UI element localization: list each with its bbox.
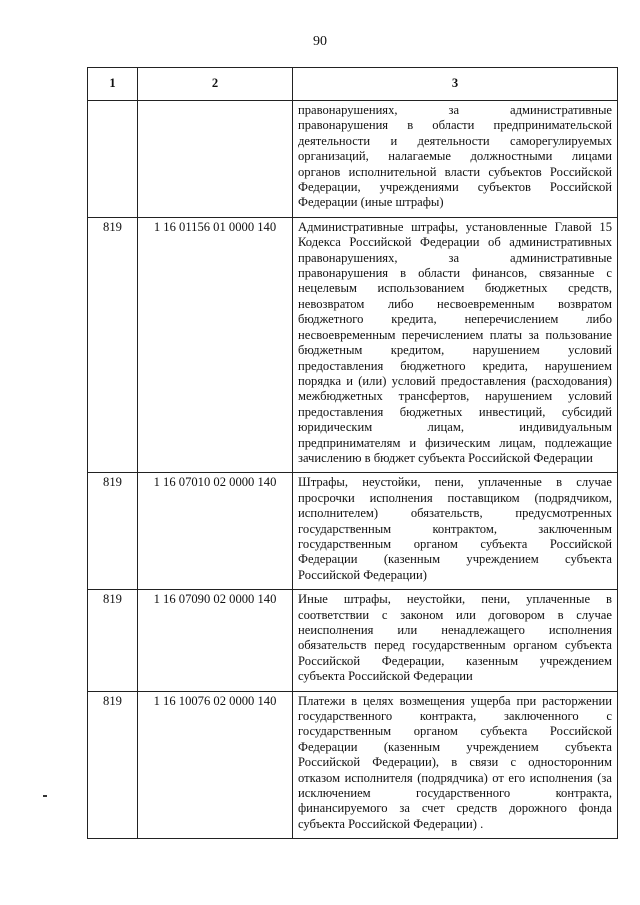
description-line: предоставления бюджетных инвестиций, субсидий <box>298 404 612 419</box>
table-row <box>88 473 618 590</box>
kbk-table <box>87 67 618 839</box>
description-line: правонарушения в области финансов, связанные с <box>298 266 612 281</box>
table-row <box>88 691 618 839</box>
budget-code-cell <box>138 101 293 218</box>
table-body <box>88 101 618 839</box>
admin-code-cell: 819 <box>88 691 138 839</box>
description-line: государственным органом субъекта Российской <box>298 724 612 739</box>
description-line: обязательств перед государственным органом субъекта <box>298 638 612 653</box>
admin-code-cell: 819 <box>88 590 138 691</box>
description-line: Иные штрафы, неустойки, пени, уплаченные в <box>298 592 612 607</box>
description-line: бюджетным кредитом, нарушением условий <box>298 343 612 358</box>
description-line: нецелевым использованием бюджетных средств, <box>298 281 612 296</box>
column-header-2: 2 <box>138 68 293 101</box>
description-line: правонарушениях, за административные <box>298 250 612 265</box>
description-line: неисполнения или ненадлежащего исполнения <box>298 623 612 637</box>
description-cell <box>293 691 618 839</box>
description-line: Федерации (казенным учреждением субъекта <box>298 739 612 754</box>
description-line: Федерации (казенным учреждением субъекта <box>298 552 612 567</box>
description-cell <box>293 101 618 218</box>
description-line: несвоевременным перечислением платы за пользование <box>298 327 612 342</box>
description-line: межбюджетных трансфертов, нарушением условий <box>298 389 612 404</box>
description-line: предпринимателям и физическим лицам, подлежащие <box>298 435 612 450</box>
description-line: органов исполнительной власти субъектов Российской <box>298 164 612 179</box>
column-header-1: 1 <box>88 68 138 101</box>
table-row <box>88 217 618 473</box>
description-line: субъекта Российской Федерации) . <box>298 816 484 831</box>
description-line: государственным контрактом, заключенным <box>298 521 612 536</box>
description-line: просрочки исполнения поставщиком (подрядчиком, <box>298 490 612 505</box>
budget-code-cell: 1 16 07010 02 0000 140 <box>138 473 293 590</box>
description-line: Российской Федерации) <box>298 567 427 582</box>
description-line: субъекта Российской Федерации <box>298 669 473 684</box>
description-line: государственным органом субъекта Российской <box>298 536 612 551</box>
description-line: Кодекса Российской Федерации об административных <box>298 235 612 250</box>
budget-code-cell: 1 16 10076 02 0000 140 <box>138 691 293 839</box>
budget-code-cell: 1 16 01156 01 0000 140 <box>138 217 293 473</box>
description-line: Административные штрафы, установленные Главой 15 <box>298 219 612 234</box>
description-line: исключением государственного контракта, <box>298 786 612 801</box>
description-line: бюджетного кредита, неперечислением либо <box>298 312 612 327</box>
description-cell <box>293 590 618 691</box>
description-line: исполнителем) обязательств, предусмотренных <box>298 506 612 521</box>
admin-code-cell: 819 <box>88 473 138 590</box>
description-line: государственного контракта, заключенного с <box>298 709 612 724</box>
table-row <box>88 590 618 691</box>
scan-artifact-mark <box>43 795 47 797</box>
description-line: правонарушения в области предпринимательской <box>298 118 612 133</box>
description-line: Штрафы, неустойки, пени, уплаченные в случае <box>298 475 612 490</box>
table-header-row <box>88 68 618 101</box>
description-cell <box>293 217 618 473</box>
description-line: соответствии с законом или договором в случае <box>298 607 612 622</box>
description-line: Федерации, учреждениями субъектов Российской <box>298 180 612 195</box>
budget-code-cell: 1 16 07090 02 0000 140 <box>138 590 293 691</box>
description-line: предоставления бюджетного кредита, нарушением <box>298 358 612 373</box>
description-cell <box>293 473 618 590</box>
description-line: финансируемого за счет средств дорожного фонда <box>298 801 612 816</box>
column-header-3: 3 <box>293 68 618 101</box>
description-line: организаций, налагаемые должностными лицами <box>298 149 612 164</box>
description-line: Платежи в целях возмещения ущерба при расторжении <box>298 693 612 708</box>
description-line: Федерации (иные штрафы) <box>298 195 444 210</box>
admin-code-cell: 819 <box>88 217 138 473</box>
description-line: отказом исполнителя (подрядчика) от его исполнения (за <box>298 770 612 785</box>
description-line: правонарушениях, за административные <box>298 103 612 117</box>
admin-code-cell <box>88 101 138 218</box>
description-line: Российской Федерации, казенным учреждением <box>298 653 612 668</box>
description-line: юридическим лицам, индивидуальным <box>298 420 612 435</box>
description-line: зачислению в бюджет субъекта Российской Федерации <box>298 450 593 465</box>
description-line: деятельности и деятельности саморегулируемых <box>298 133 612 148</box>
description-line: невозвратом либо несвоевременным возвратом <box>298 296 612 311</box>
description-line: Российской Федерации), в связи с односторонним <box>298 755 612 770</box>
description-line: порядка и (или) условий предоставления (расходования) <box>298 373 612 388</box>
table-row <box>88 101 618 218</box>
page-number: 90 <box>313 34 327 49</box>
